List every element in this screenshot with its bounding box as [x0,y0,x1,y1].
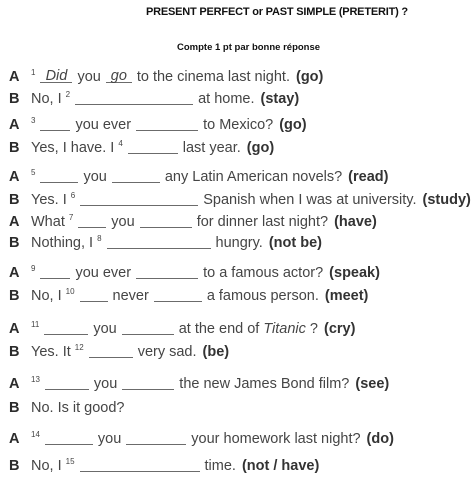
answer-blank[interactable] [40,116,70,131]
answer-blank[interactable] [136,116,198,131]
sentence-text: last year. [182,140,241,156]
sentence-text: No, I [31,288,62,304]
exercise-line [9,114,307,133]
answer-blank[interactable] [112,168,160,183]
question-number: 5 [31,168,36,177]
speaker-label: A [9,321,20,337]
speaker-label: A [9,265,20,281]
answer-blank[interactable] [80,287,108,302]
speaker-label: B [9,235,20,251]
speaker-label: B [9,192,20,208]
sentence-text: you ever [75,117,132,133]
answer-blank[interactable] [40,168,78,183]
question-number: 14 [31,430,40,439]
sentence-text: to a famous actor? [203,265,324,281]
verb-hint: (do) [366,431,394,447]
verb-hint: (have) [334,214,377,230]
sentence-text: a famous person. [206,288,319,304]
sentence-text: No, I [31,91,62,107]
answer-blank[interactable]: Did [40,68,72,83]
question-number: 8 [97,234,102,243]
sentence-text: to Mexico? [203,117,274,133]
speaker-label: B [9,140,20,156]
answer-blank[interactable] [44,320,88,335]
question-number: 4 [118,139,123,148]
sentence-text: you [97,431,122,447]
speaker-label: B [9,344,20,360]
sentence-text: your homework last night? [191,431,361,447]
exercise-line [9,341,229,360]
answer-blank[interactable] [89,343,133,358]
sentence-text: you [93,376,118,392]
page-subtitle: Compte 1 pt par bonne réponse [177,42,321,53]
speaker-label: A [9,431,20,447]
answer-blank[interactable] [140,213,192,228]
verb-hint: (speak) [329,265,380,281]
exercise-line [9,262,380,281]
exercise-line [9,211,377,230]
answer-blank[interactable] [78,213,106,228]
question-number: 3 [31,116,36,125]
sentence-text: Yes, I have. I [31,140,115,156]
sentence-text: never [112,288,149,304]
answer-blank[interactable] [75,90,193,105]
verb-hint: (cry) [324,321,356,337]
sentence-text: you [93,321,117,337]
speaker-label: B [9,400,20,416]
speaker-label: A [9,117,20,133]
verb-hint: (see) [355,376,390,392]
sentence-text: ? [309,321,318,337]
sentence-text: to the cinema last night. [136,69,290,85]
sentence-text: Titanic [263,321,306,337]
exercise-line [9,232,322,251]
verb-hint: (study) [422,192,471,208]
sentence-text: you [83,169,107,185]
sentence-text: at the end of [178,321,260,337]
question-number: 12 [74,343,84,352]
sentence-text: Yes. I [31,192,67,208]
sentence-text: the new James Bond film? [179,376,350,392]
answer-blank[interactable] [45,430,93,445]
exercise-line [9,189,471,208]
exercise-line [9,285,368,304]
sentence-text: you [77,69,101,85]
exercise-line [9,455,319,474]
answer-blank[interactable] [136,264,198,279]
exercise-line [9,88,299,107]
answer-blank[interactable] [107,234,211,249]
answer-blank[interactable] [80,191,198,206]
sentence-text: any Latin American novels? [164,169,343,185]
exercise-line [9,373,389,392]
exercise-line [9,318,355,337]
question-number: 13 [31,375,40,384]
exercise-line [9,428,394,447]
question-number: 10 [65,287,75,296]
question-number: 2 [65,90,71,99]
question-number: 7 [68,213,74,222]
speaker-label: A [9,69,20,85]
answer-blank[interactable] [122,320,174,335]
answer-blank[interactable] [122,375,174,390]
exercise-line [9,137,274,156]
sentence-text: No, I [31,458,62,474]
speaker-label: A [9,214,20,230]
answer-blank[interactable] [128,139,178,154]
sentence-text: you ever [75,265,132,281]
question-number: 15 [65,457,75,466]
verb-hint: (be) [202,344,230,360]
question-number: 9 [31,264,36,273]
exercise-line [9,397,127,416]
verb-hint: (read) [348,169,389,185]
speaker-label: B [9,458,20,474]
verb-hint: (not be) [268,235,322,251]
sentence-text: you [111,214,135,230]
answer-blank[interactable] [40,264,70,279]
sentence-text: very sad. [137,344,197,360]
answer-blank[interactable] [154,287,202,302]
speaker-label: A [9,376,20,392]
speaker-label: A [9,169,20,185]
sentence-text: Yes. It [31,344,71,360]
question-number: 11 [31,320,40,329]
question-number: 1 [31,68,36,77]
answer-blank[interactable] [80,457,200,472]
sentence-text: time. [204,458,236,474]
speaker-label: B [9,91,20,107]
verb-hint: (not / have) [241,458,320,474]
sentence-text: Spanish when I was at university. [203,192,417,208]
answer-blank[interactable]: go [106,68,132,83]
exercise-line [9,166,388,185]
speaker-label: B [9,288,20,304]
question-number: 6 [70,191,76,200]
sentence-text: No. Is it good? [31,400,125,416]
verb-hint: (meet) [324,288,369,304]
exercise-line [9,66,323,85]
verb-hint: (stay) [260,91,300,107]
page-title: PRESENT PERFECT or PAST SIMPLE (PRETERIT) ? [146,6,408,18]
sentence-text: hungry. [215,235,263,251]
verb-hint: (go) [246,140,275,156]
sentence-text: Nothing, I [31,235,94,251]
answer-blank[interactable] [126,430,186,445]
verb-hint: (go) [279,117,307,133]
sentence-text: at home. [198,91,255,107]
sentence-text: What [31,214,65,230]
verb-hint: (go) [296,69,324,85]
sentence-text: for dinner last night? [196,214,329,230]
answer-blank[interactable] [45,375,89,390]
